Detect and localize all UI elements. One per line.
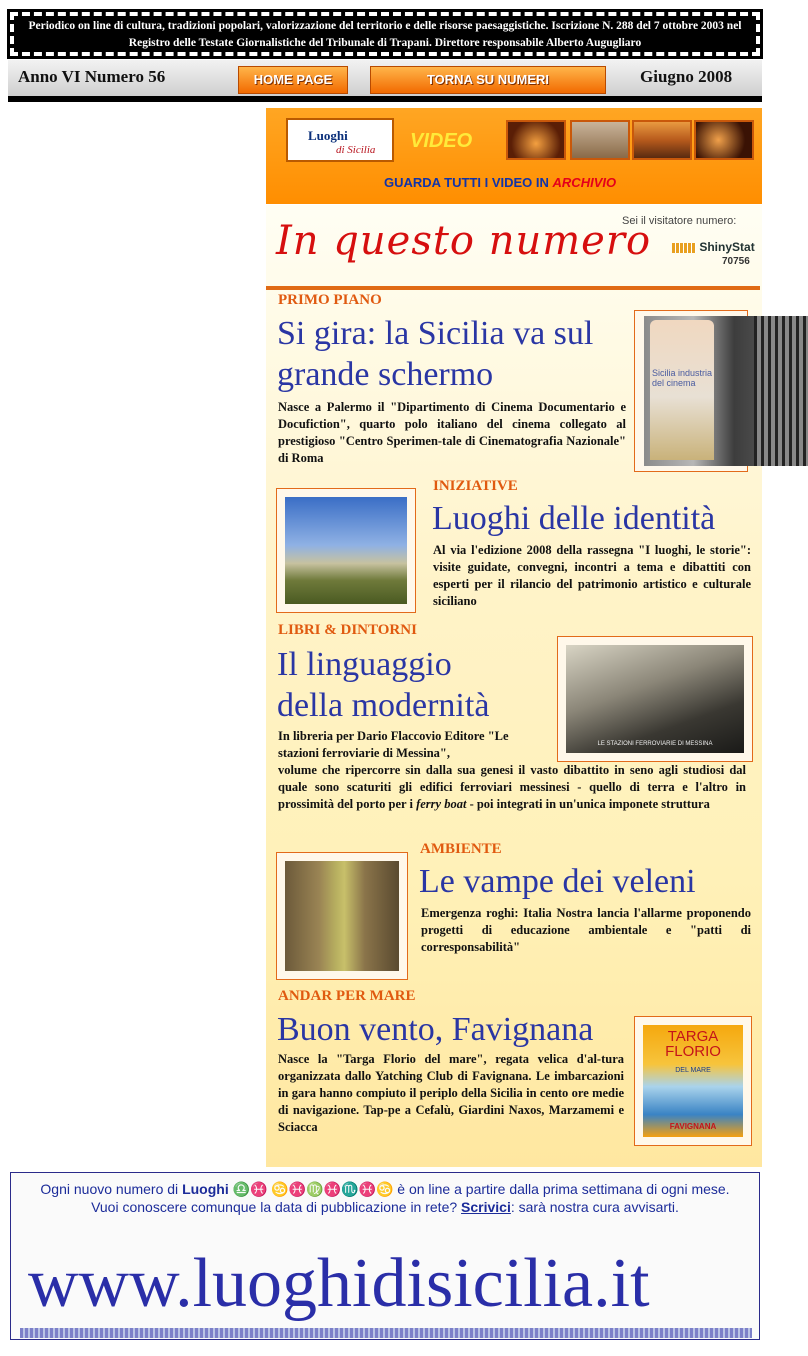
write-us-link[interactable]: Scrivici — [461, 1199, 511, 1215]
headline-vampe[interactable]: Le vampe dei veleni — [419, 863, 696, 900]
issue-number: Anno VI Numero 56 — [18, 67, 166, 86]
footer-brand: Luoghi — [182, 1181, 229, 1197]
station-caption: LE STAZIONI FERROVIARIE DI MESSINA — [597, 741, 713, 747]
headline-favignana[interactable]: Buon vento, Favignana — [277, 1011, 594, 1048]
section-primo-piano: PRIMO PIANO — [278, 292, 382, 308]
body-linguaggio-intro: In libreria per Dario Flaccovio Editore "Le stazioni ferroviarie di Messina", — [278, 729, 509, 760]
footer-line1-prefix: Ogni nuovo numero di — [40, 1181, 179, 1197]
section-andar-per-mare: ANDAR PER MARE — [278, 988, 416, 1004]
station-photo — [566, 645, 744, 753]
image-frame-targa-florio[interactable] — [634, 1016, 752, 1146]
footer-line2-suffix: : sarà nostra cura avvisarti. — [510, 1199, 679, 1215]
headline-linguaggio-line1: Il linguaggio — [277, 646, 452, 683]
landscape-photo — [285, 497, 407, 604]
body-si-gira: Nasce a Palermo il "Dipartimento di Cinema Documentario e Docufiction", quarto polo italiano del cinema collegato al prestigioso "Centro Sperimen-tale di Cinematografia Nazionale" di Roma — [278, 400, 626, 465]
video-thumbnail-1[interactable] — [506, 120, 566, 160]
shinystat-counter[interactable] — [672, 240, 755, 254]
shinystat-icon — [672, 243, 696, 253]
video-thumbnail-4[interactable] — [694, 120, 754, 160]
site-url[interactable]: www.luoghidisicilia.it — [28, 1245, 650, 1322]
video-thumbnail-3[interactable] — [632, 120, 692, 160]
logo-line1: Luoghi — [308, 128, 348, 143]
video-label: VIDEO — [410, 130, 473, 152]
body-linguaggio-rest — [278, 762, 746, 813]
poster-title: TARGA FLORIO — [665, 1028, 721, 1060]
logo-line2: di Sicilia — [336, 144, 376, 156]
cinema-caption: Sicilia industria del cinema — [652, 368, 713, 388]
body-linguaggio-italic: ferry boat — [416, 797, 467, 811]
section-iniziative: INIZIATIVE — [433, 478, 518, 494]
targa-florio-poster — [643, 1025, 743, 1137]
footer-notice — [20, 1180, 750, 1216]
headline-linguaggio[interactable] — [277, 644, 557, 726]
headline-si-gira[interactable]: Si gira: la Sicilia va sul grande schermo — [277, 315, 594, 393]
divider — [266, 286, 760, 290]
body-luoghi-identita: Al via l'edizione 2008 della rassegna "I luoghi, le storie": visite guidate, convegni, incontri a tema e dibattiti con esperti per il rilancio del patrimonio artistico e culturale siciliano — [433, 543, 751, 608]
issue-month: Giugno 2008 — [640, 67, 733, 86]
visitor-count: 70756 — [722, 256, 750, 267]
video-thumbnail-2[interactable] — [570, 120, 630, 160]
section-ambiente: AMBIENTE — [420, 841, 502, 857]
body-vampe: Emergenza roghi: Italia Nostra lancia l'allarme proponendo progetti di educazione ambientale e "patti di corresponsabilità" — [421, 906, 751, 954]
visitor-label: Sei il visitatore numero: — [622, 215, 737, 227]
cinema-photo — [644, 316, 808, 466]
fire-photo — [285, 861, 399, 971]
section-libri: LIBRI & DINTORNI — [278, 622, 417, 638]
footer-line2-prefix: Vuoi conoscere comunque la data di pubblicazione in rete? — [91, 1199, 458, 1215]
poster-subtitle: DEL MARE — [675, 1067, 711, 1074]
shinystat-brand: ShinyStat — [699, 240, 755, 254]
image-frame-station[interactable] — [557, 636, 753, 762]
archive-prefix: GUARDA TUTTI I VIDEO IN — [384, 175, 549, 190]
video-archive-link[interactable] — [384, 175, 616, 190]
page-title: In questo numero — [276, 218, 652, 264]
image-frame-fire[interactable] — [276, 852, 408, 980]
headline-linguaggio-line2: della modernità — [277, 687, 490, 724]
body-linguaggio-b: - poi integrati in un'unica imponete struttura — [469, 797, 710, 811]
footer-line1-suffix: è on line a partire dalla prima settimana di ogni mese. — [397, 1181, 730, 1197]
poster-footer: FAVIGNANA — [669, 1122, 717, 1131]
footer-strip — [20, 1328, 752, 1338]
footer-brand-symbols: ♎♓ ♋♓♍♓♏♓♋ — [232, 1181, 394, 1197]
home-page-button[interactable]: HOME PAGE — [238, 66, 348, 94]
image-frame-landscape[interactable] — [276, 488, 416, 613]
headline-luoghi-identita[interactable]: Luoghi delle identità — [432, 500, 716, 537]
banner-text: Periodico on line di cultura, tradizioni popolari, valorizzazione del territorio e delle risorse paesaggistiche. Iscrizione N. 288 del 7 ottobre 2003 nel Registro delle Testate Giornalistiche del Tribunale di Trapani. Direttore responsabile Alberto Augugliaro — [28, 20, 742, 49]
back-to-issues-button[interactable]: TORNA SU NUMERI — [370, 66, 606, 94]
archive-link[interactable]: ARCHIVIO — [552, 175, 617, 190]
body-linguaggio-a: volume che ripercorre sin dalla sua genesi il vasto dibattito in seno agli studiosi dal quale sono scaturiti gli edifici ferroviari messinesi - quello di terra e l'altro in prossimità del porto per i — [278, 763, 746, 811]
luoghi-logo[interactable] — [286, 118, 394, 162]
body-favignana: Nasce la "Targa Florio del mare", regata velica d'al-tura organizzata dallo Yatching Club di Favignana. Le imbarcazioni in gara hanno compiuto il periplo della Sicilia in cento ore medie di navigazione. Tap-pe a Cefalù, Giardini Naxos, Marzamemi e Sciacca — [278, 1052, 624, 1134]
header-banner — [10, 12, 760, 56]
